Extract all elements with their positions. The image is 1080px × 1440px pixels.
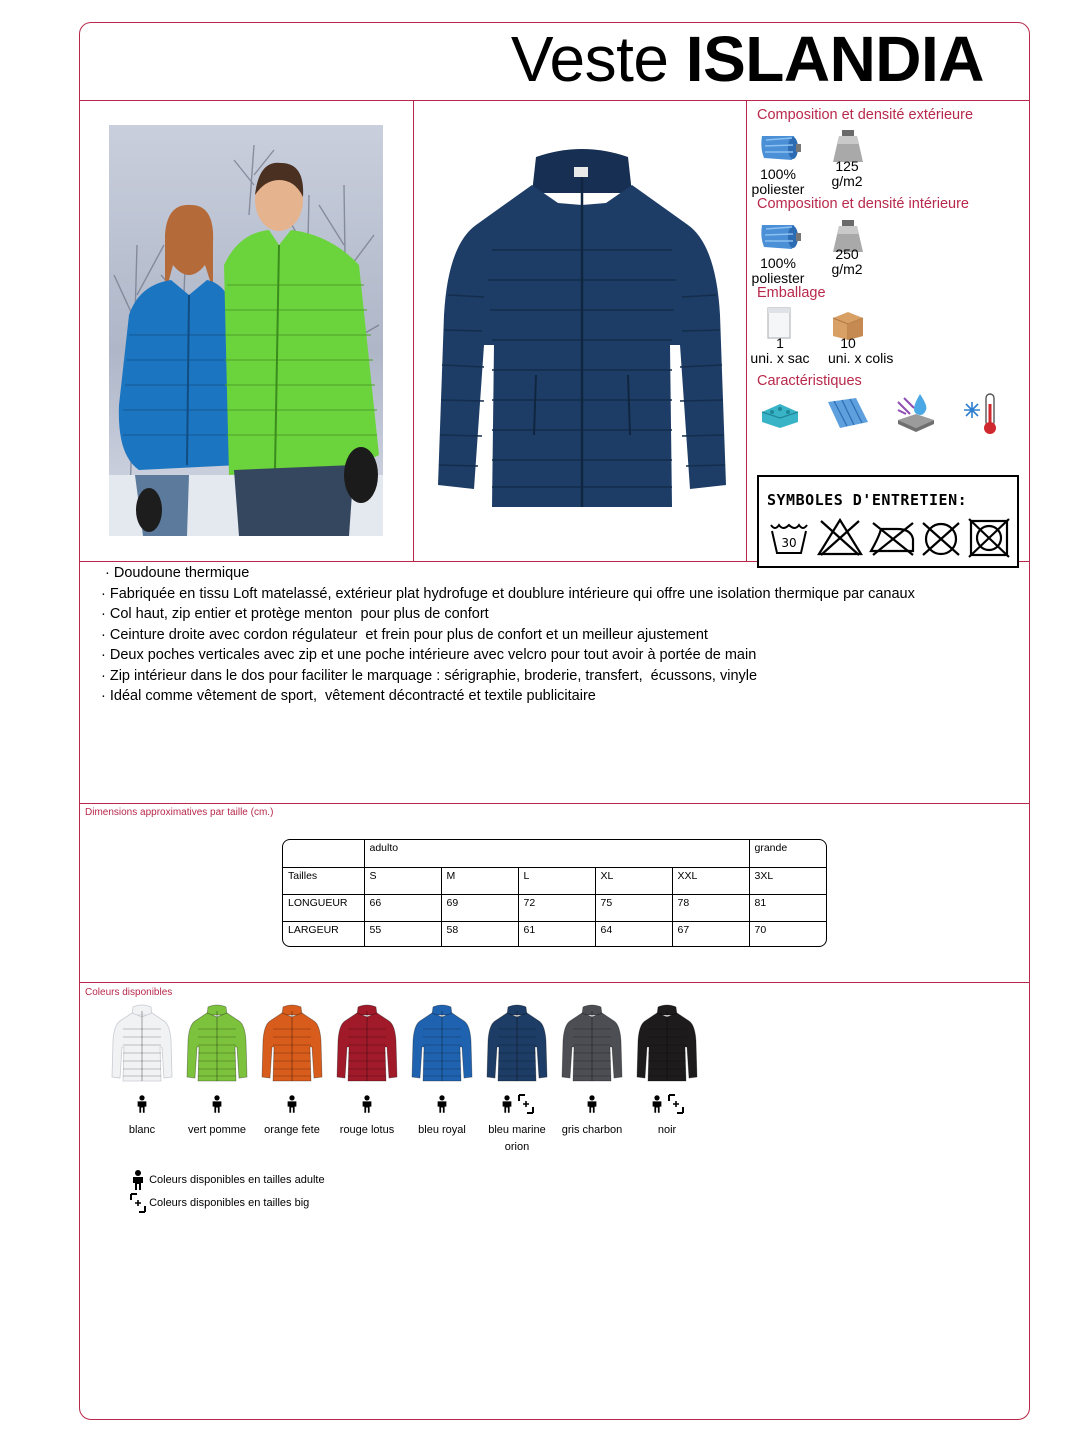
page-title: Veste ISLANDIA <box>510 23 984 95</box>
adult-figure-icon <box>135 1094 149 1114</box>
jacket-thumbnail <box>336 1003 398 1083</box>
table-cell: 55 <box>364 921 441 947</box>
outer-material-label: 100% poliester <box>751 166 805 197</box>
colour-swatch[interactable] <box>633 1003 701 1139</box>
table-cell: 58 <box>441 921 518 947</box>
table-row <box>283 894 826 921</box>
group-adult-header: adulto <box>364 840 749 867</box>
inner-material-label: 100% poliester <box>751 255 805 286</box>
characteristics-title: Caractéristiques <box>757 373 862 389</box>
legend-adult <box>130 1170 325 1190</box>
table-cell <box>283 840 364 867</box>
colours-title: Coleurs disponibles <box>85 987 173 998</box>
colour-name: rouge lotus <box>339 1124 395 1136</box>
outer-composition-title: Composition et densité extérieure <box>757 107 974 123</box>
adult-figure-icon <box>210 1094 224 1114</box>
colour-name: gris charbon <box>561 1124 623 1136</box>
legend-adult-label: Coleurs disponibles en tailles adulte <box>149 1173 325 1186</box>
colour-name: vert pomme <box>187 1124 247 1136</box>
adult-figure-icon <box>650 1094 664 1114</box>
table-cell: M <box>441 867 518 894</box>
big-size-icon <box>130 1193 146 1213</box>
colour-swatch[interactable] <box>483 1003 551 1156</box>
table-cell: LONGUEUR <box>283 894 364 921</box>
colour-swatch[interactable] <box>258 1003 326 1139</box>
table-cell: 78 <box>672 894 749 921</box>
table-cell: LARGEUR <box>283 921 364 947</box>
table-row <box>283 867 826 894</box>
table-cell: Tailles <box>283 867 364 894</box>
feature-item: · Idéal comme vêtement de sport, vêtement décontracté et textile publicitaire <box>101 688 596 704</box>
jacket-thumbnail <box>636 1003 698 1083</box>
jacket-thumbnail <box>111 1003 173 1083</box>
table-cell: 69 <box>441 894 518 921</box>
water-repellent-icon <box>894 392 936 439</box>
table-cell: 66 <box>364 894 441 921</box>
care-symbols-title: SYMBOLES D'ENTRETIEN: <box>767 491 968 509</box>
table-cell: 67 <box>672 921 749 947</box>
jacket-thumbnail <box>411 1003 473 1083</box>
big-size-icon <box>668 1094 684 1114</box>
group-big-header: grande <box>749 840 826 867</box>
packaging-title: Emballage <box>757 285 826 301</box>
feature-item: · Zip intérieur dans le dos pour faciliter le marquage : sérigraphie, broderie, transfert, écussons, vinyle <box>101 667 758 684</box>
column-divider-2 <box>746 100 747 561</box>
table-cell: 70 <box>749 921 826 947</box>
lifestyle-photo <box>109 125 383 536</box>
care-symbols-box <box>757 475 1019 568</box>
wash-temperature: 30 <box>781 536 797 550</box>
table-row <box>283 840 826 867</box>
outer-weight-label: 125 g/m2 <box>831 158 863 189</box>
legend-big <box>130 1193 309 1213</box>
table-cell: L <box>518 867 595 894</box>
feature-item: · Fabriquée en tissu Loft matelassé, extérieur plat hydrofuge et doublure intérieure qui offre une isolation thermique par canaux <box>101 585 915 602</box>
thermal-icon <box>962 392 1002 441</box>
jacket-thumbnail <box>486 1003 548 1083</box>
adult-figure-icon <box>585 1094 599 1114</box>
quilted-fabric-icon <box>826 396 870 435</box>
table-cell: 3XL <box>749 867 826 894</box>
inner-composition-title: Composition et densité intérieure <box>757 196 969 212</box>
colour-swatch[interactable] <box>408 1003 476 1139</box>
header-divider <box>79 100 1030 101</box>
bag-quantity-label: 1 uni. x sac <box>750 335 810 366</box>
no-bleach-icon <box>817 517 863 557</box>
feature-item: · Deux poches verticales avec zip et une poche intérieure avec velcro pour tout avoir à portée de main <box>101 647 757 663</box>
no-dry-clean-icon <box>919 519 963 559</box>
table-row <box>283 921 826 947</box>
table-cell: 81 <box>749 894 826 921</box>
legend-big-label: Coleurs disponibles en tailles big <box>149 1196 310 1209</box>
no-iron-icon <box>867 519 917 557</box>
feature-item: · Doudoune thermique <box>101 565 250 581</box>
adult-figure-icon <box>285 1094 299 1114</box>
thread-spool-icon <box>760 219 802 258</box>
feature-item: · Col haut, zip entier et protège menton pour plus de confort <box>101 606 489 622</box>
jacket-thumbnail <box>186 1003 248 1083</box>
jacket-thumbnail <box>261 1003 323 1083</box>
big-size-icon <box>518 1094 534 1114</box>
features-divider <box>79 803 1030 804</box>
adult-figure-icon <box>130 1170 146 1190</box>
column-divider-1 <box>413 100 414 561</box>
colour-name: blanc <box>128 1124 156 1136</box>
colour-name: bleu royal <box>418 1124 466 1136</box>
inner-weight-label: 250 g/m2 <box>831 246 863 277</box>
feature-item: · Ceinture droite avec cordon régulateur et frein pour plus de confort et un meilleur ajustement <box>101 626 708 643</box>
table-cell: 75 <box>595 894 672 921</box>
table-cell: 72 <box>518 894 595 921</box>
thread-spool-icon <box>760 130 802 169</box>
colour-swatch[interactable] <box>108 1003 176 1139</box>
jacket-thumbnail <box>561 1003 623 1083</box>
colour-name: bleu marine orion <box>488 1124 546 1153</box>
dimensions-title: Dimensions approximatives par taille (cm.) <box>85 807 274 818</box>
adult-figure-icon <box>500 1094 514 1114</box>
colour-swatch[interactable] <box>558 1003 626 1139</box>
adult-figure-icon <box>435 1094 449 1114</box>
colour-name: orange fete <box>264 1124 320 1136</box>
table-cell: 64 <box>595 921 672 947</box>
box-quantity-label: 10 uni. x colis <box>828 335 894 366</box>
colour-swatch[interactable] <box>183 1003 251 1139</box>
adult-figure-icon <box>360 1094 374 1114</box>
feature-list <box>101 563 915 707</box>
table-cell: XXL <box>672 867 749 894</box>
table-cell: XL <box>595 867 672 894</box>
table-cell: 61 <box>518 921 595 947</box>
colour-swatch[interactable] <box>333 1003 401 1139</box>
dimensions-divider <box>79 982 1030 983</box>
size-table <box>282 839 827 947</box>
product-image <box>436 145 728 517</box>
table-cell: S <box>364 867 441 894</box>
wash-30-icon <box>769 521 809 555</box>
padding-icon <box>760 400 800 435</box>
colour-name: noir <box>657 1124 677 1136</box>
no-tumble-dry-icon <box>967 517 1011 559</box>
